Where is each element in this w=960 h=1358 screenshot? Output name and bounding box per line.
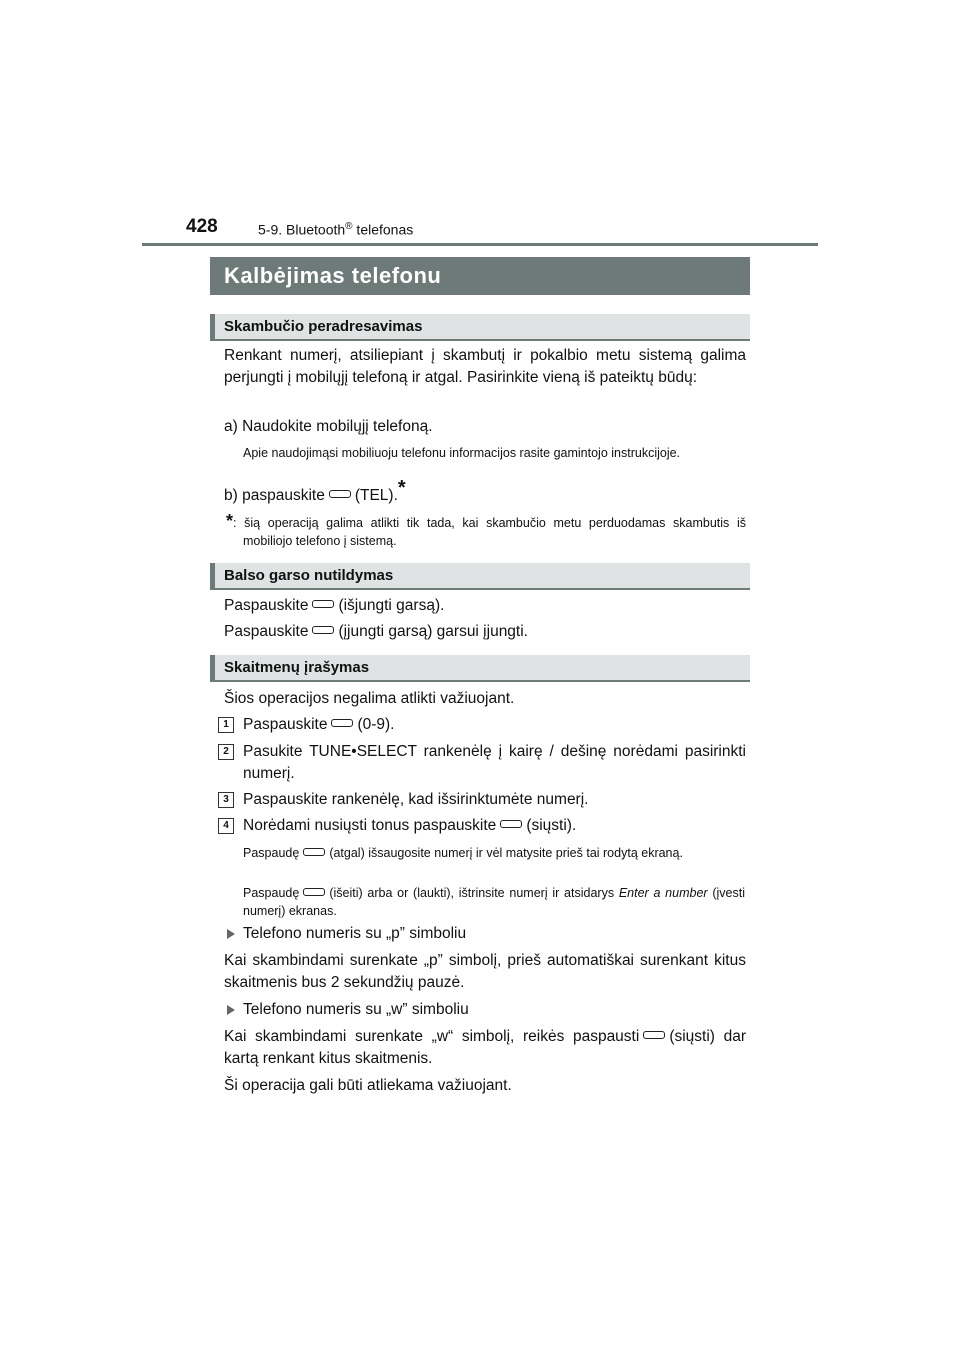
w-symbol-text: Kai skambindami surenkate „w“ simbolį, reikės paspausti (siųsti) dar kartą renkant kitus skaitmenis. (224, 1028, 746, 1067)
note-exit: Paspaudę (išeiti) arba or (laukti), ištrinsite numerį ir atsidarys Enter a number (įvesti numerį) ekranas. (243, 886, 745, 918)
step-number-3: 3 (218, 792, 234, 808)
step-3: Paspauskite rankenėlę, kad išsirinktumėte numerį. (243, 791, 589, 808)
mute-line-2: Paspauskite (įjungti garsą) garsui įjungti. (224, 623, 528, 640)
forwarding-intro: Renkant numerį, atsiliepiant į skambutį ir pokalbio metu sistemą galima perjungti į mobilųjį telefoną ir atgal. Pasirinkite vieną iš pateiktų būdų: (224, 347, 746, 386)
option-a-note: Apie naudojimąsi mobiliuoju telefonu informacijos rasite gamintojo instrukcijoje. (243, 446, 681, 460)
tel-button-icon (329, 490, 351, 498)
header-rule (142, 243, 818, 246)
p-symbol-heading: Telefono numeris su „p” simboliu (243, 925, 467, 942)
bullet-triangle-icon (227, 1005, 235, 1015)
chapter-title: 5-9. Bluetooth® telefonas (258, 221, 414, 238)
section-heading-mute: Balso garso nutildymas (210, 563, 750, 590)
section-heading-forwarding: Skambučio peradresavimas (210, 314, 750, 341)
footnote: *: šią operaciją galima atlikti tik tada, kai skambučio metu perduodamas skambutis iš mobiliojo telefono į sistemą. (226, 511, 746, 548)
section-heading-digits: Skaitmenų įrašymas (210, 655, 750, 682)
mute-button-icon (312, 600, 334, 608)
bullet-triangle-icon (227, 929, 235, 939)
back-button-icon (303, 848, 325, 856)
digits-button-icon (331, 719, 353, 727)
step-number-2: 2 (218, 744, 234, 760)
note-back: Paspaudę (atgal) išsaugosite numerį ir vėl matysite prieš tai rodytą ekraną. (243, 846, 683, 860)
page-title: Kalbėjimas telefonu (210, 257, 750, 295)
w-symbol-heading: Telefono numeris su „w” simboliu (243, 1001, 469, 1018)
send-button-icon (643, 1031, 665, 1039)
p-symbol-text: Kai skambindami surenkate „p” simbolį, prieš automatiškai surenkant kitus skaitmenis bus 2 sekundžių pauzė. (224, 952, 746, 991)
option-a: a) Naudokite mobilųjį telefoną. (224, 418, 433, 435)
option-b: b) paspauskite (TEL).* (224, 477, 406, 504)
page-number: 428 (186, 216, 218, 237)
step-number-1: 1 (218, 717, 234, 733)
unmute-button-icon (312, 626, 334, 634)
exit-button-icon (303, 888, 325, 896)
digits-intro: Šios operacijos negalima atlikti važiuojant. (224, 690, 515, 707)
final-note: Ši operacija gali būti atliekama važiuojant. (224, 1077, 512, 1094)
step-number-4: 4 (218, 818, 234, 834)
send-button-icon (500, 820, 522, 828)
registered-mark: ® (345, 221, 353, 232)
step-2: Pasukite TUNE•SELECT rankenėlę į kairę / dešinę norėdami pasirinkti numerį. (243, 743, 746, 782)
mute-line-1: Paspauskite (išjungti garsą). (224, 597, 445, 614)
step-4: Norėdami nusiųsti tonus paspauskite (siųsti). (243, 817, 577, 834)
step-1: Paspauskite (0-9). (243, 716, 395, 733)
